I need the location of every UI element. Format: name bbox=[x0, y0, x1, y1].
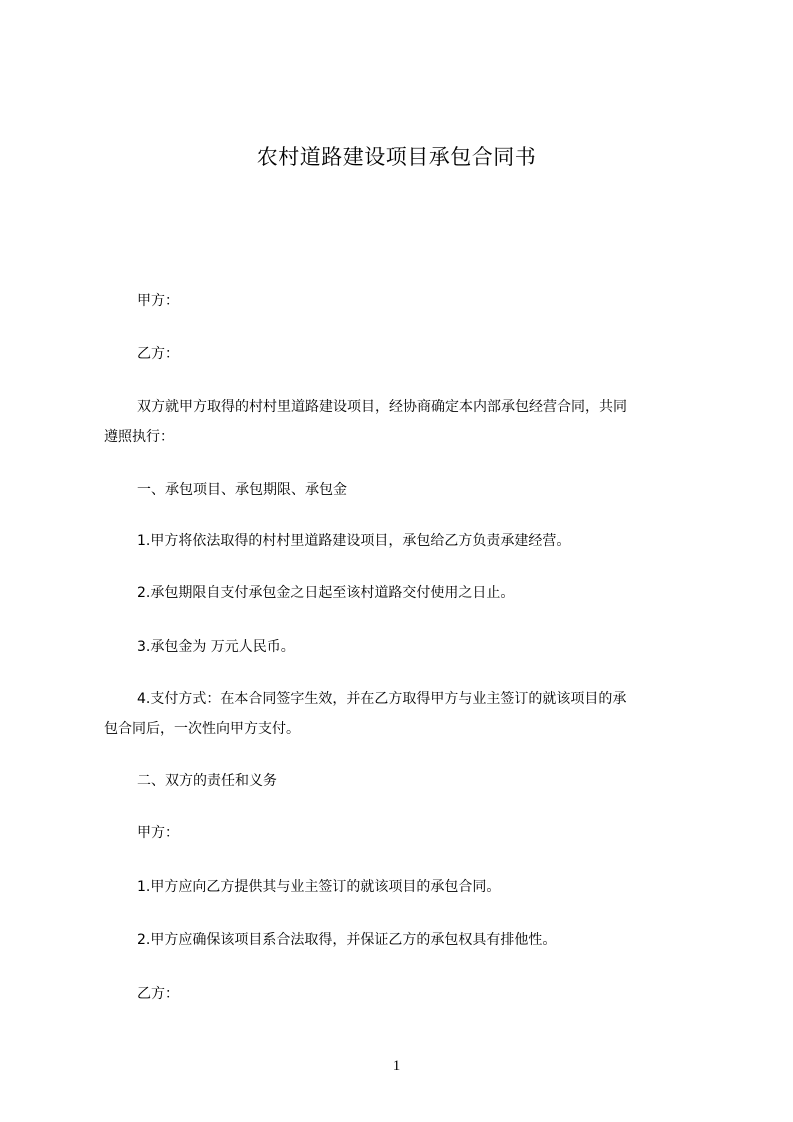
clause-1-4-line-2: 包合同后，一次性向甲方支付。 bbox=[104, 721, 300, 737]
clause-1-1: 1.甲方将依法取得的村村里道路建设项目，承包给乙方负责承建经营。 bbox=[137, 533, 571, 549]
party-a-label: 甲方： bbox=[137, 293, 179, 309]
preamble-line-1: 双方就甲方取得的村村里道路建设项目，经协商确定本内部承包经营合同，共同 bbox=[137, 399, 627, 415]
clause-2-a-1: 1.甲方应向乙方提供其与业主签订的就该项目的承包合同。 bbox=[137, 879, 501, 895]
clause-1-4-line-1: 4.支付方式：在本合同签字生效，并在乙方取得甲方与业主签订的就该项目的承 bbox=[137, 691, 627, 707]
preamble-line-2: 遵照执行： bbox=[104, 429, 174, 445]
section-2-party-b-label: 乙方： bbox=[137, 986, 179, 1002]
section-1-heading: 一、承包项目、承包期限、承包金 bbox=[137, 482, 347, 498]
clause-1-4-paragraph bbox=[104, 684, 704, 744]
party-b-label: 乙方： bbox=[137, 346, 179, 362]
clause-1-2: 2.承包期限自支付承包金之日起至该村道路交付使用之日止。 bbox=[137, 585, 515, 601]
document-title: 农村道路建设项目承包合同书 bbox=[256, 145, 537, 169]
clause-1-3: 3.承包金为 万元人民币。 bbox=[137, 639, 295, 655]
page-number: 1 bbox=[392, 1058, 401, 1074]
clause-2-a-2: 2.甲方应确保该项目系合法取得，并保证乙方的承包权具有排他性。 bbox=[137, 932, 557, 948]
section-2-party-a-label: 甲方： bbox=[137, 825, 179, 841]
section-2-heading: 二、双方的责任和义务 bbox=[137, 773, 277, 789]
preamble-paragraph bbox=[104, 392, 704, 452]
